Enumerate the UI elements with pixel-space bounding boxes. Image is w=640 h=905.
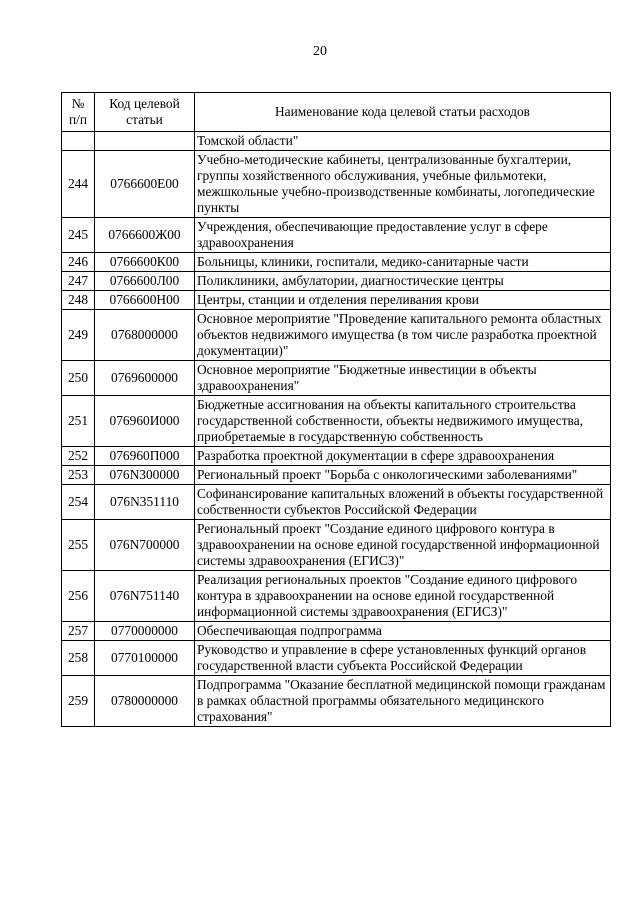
- row-name: Больницы, клиники, госпитали, медико-санитарные части: [195, 253, 611, 272]
- row-num: 251: [62, 396, 95, 447]
- table-row: [62, 361, 611, 396]
- row-code: 0766600Ж00: [95, 218, 195, 253]
- row-num: 250: [62, 361, 95, 396]
- row-num: 245: [62, 218, 95, 253]
- row-name: Учреждения, обеспечивающие предоставление услуг в сфере здравоохранения: [195, 218, 611, 253]
- table-row: [62, 641, 611, 676]
- row-num: 249: [62, 310, 95, 361]
- row-num: [62, 132, 95, 151]
- row-code: 076N751140: [95, 571, 195, 622]
- table-row: [62, 291, 611, 310]
- row-num: 259: [62, 676, 95, 727]
- row-name: Учебно-методические кабинеты, централизованные бухгалтерии, группы хозяйственного обслуживания, учебные фильмотеки, межшкольные учебно-производственные комбинаты, логопедические пункты: [195, 151, 611, 218]
- header-name: Наименование кода целевой статьи расходов: [195, 93, 611, 132]
- row-num: 246: [62, 253, 95, 272]
- row-name: Томской области": [195, 132, 611, 151]
- row-code: 0768000000: [95, 310, 195, 361]
- row-num: 254: [62, 485, 95, 520]
- row-num: 253: [62, 466, 95, 485]
- row-num: 258: [62, 641, 95, 676]
- header-num: № п/п: [62, 93, 95, 132]
- row-code: 0780000000: [95, 676, 195, 727]
- row-num: 257: [62, 622, 95, 641]
- row-name: Софинансирование капитальных вложений в объекты государственной собственности субъектов Российской Федерации: [195, 485, 611, 520]
- page-number: 20: [313, 44, 327, 59]
- table-row: [62, 151, 611, 218]
- header-code: Код целевой статьи: [95, 93, 195, 132]
- row-code: 0766600Н00: [95, 291, 195, 310]
- row-name: Основное мероприятие "Бюджетные инвестиции в объекты здравоохранения": [195, 361, 611, 396]
- row-name: Основное мероприятие "Проведение капитального ремонта областных объектов недвижимого имущества (в том числе разработка проектной документации)": [195, 310, 611, 361]
- table-row: [62, 676, 611, 727]
- row-code: 076N700000: [95, 520, 195, 571]
- row-code: 076N351110: [95, 485, 195, 520]
- row-code: 076960И000: [95, 396, 195, 447]
- table-header-row: [62, 93, 611, 132]
- row-name: Центры, станции и отделения переливания крови: [195, 291, 611, 310]
- table-row: [62, 253, 611, 272]
- row-name: Подпрограмма "Оказание бесплатной медицинской помощи гражданам в рамках областной программы обязательного медицинского страхования": [195, 676, 611, 727]
- row-name: Поликлиники, амбулатории, диагностические центры: [195, 272, 611, 291]
- table-row: [62, 310, 611, 361]
- row-code: 076960П000: [95, 447, 195, 466]
- budget-code-table: [61, 92, 611, 727]
- row-code: 0766600К00: [95, 253, 195, 272]
- table-body: [62, 132, 611, 727]
- row-num: 247: [62, 272, 95, 291]
- table-row-continuation: [62, 132, 611, 151]
- row-code: 0766600Л00: [95, 272, 195, 291]
- row-num: 256: [62, 571, 95, 622]
- row-name: Реализация региональных проектов "Создание единого цифрового контура в здравоохранении на основе единой государственной информационной системы здравоохранения (ЕГИСЗ)": [195, 571, 611, 622]
- row-code: 0766600Е00: [95, 151, 195, 218]
- table-row: [62, 520, 611, 571]
- row-code: 0770100000: [95, 641, 195, 676]
- row-num: 255: [62, 520, 95, 571]
- row-name: Региональный проект "Борьба с онкологическими заболеваниями": [195, 466, 611, 485]
- table-row: [62, 396, 611, 447]
- row-name: Бюджетные ассигнования на объекты капитального строительства государственной собственности, объекты недвижимого имущества, приобретаемые в государственную собственность: [195, 396, 611, 447]
- table-row: [62, 218, 611, 253]
- row-code: 076N300000: [95, 466, 195, 485]
- row-num: 248: [62, 291, 95, 310]
- table-row: [62, 272, 611, 291]
- row-name: Обеспечивающая подпрограмма: [195, 622, 611, 641]
- row-name: Региональный проект "Создание единого цифрового контура в здравоохранении на основе единой государственной информационной системы здравоохранения (ЕГИСЗ)": [195, 520, 611, 571]
- row-name: Разработка проектной документации в сфере здравоохранения: [195, 447, 611, 466]
- table-row: [62, 466, 611, 485]
- row-num: 244: [62, 151, 95, 218]
- row-num: 252: [62, 447, 95, 466]
- table-row: [62, 622, 611, 641]
- row-code: 0769600000: [95, 361, 195, 396]
- row-code: 0770000000: [95, 622, 195, 641]
- row-code: [95, 132, 195, 151]
- row-name: Руководство и управление в сфере установленных функций органов государственной власти субъекта Российской Федерации: [195, 641, 611, 676]
- table-row: [62, 485, 611, 520]
- table-row: [62, 571, 611, 622]
- table-row: [62, 447, 611, 466]
